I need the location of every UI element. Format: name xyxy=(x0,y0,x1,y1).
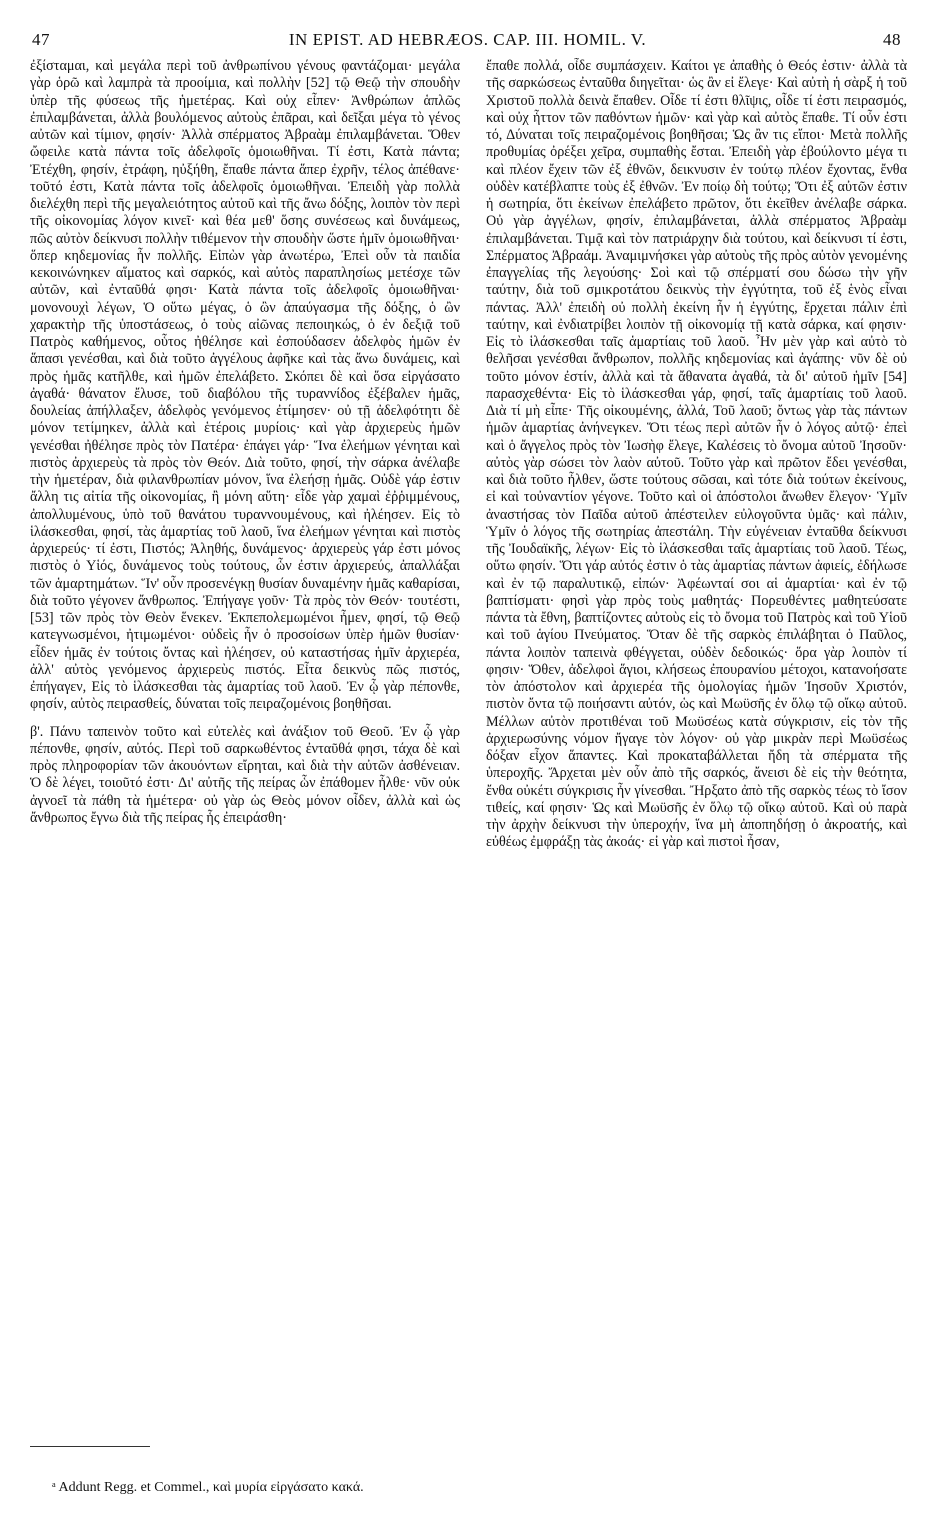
left-column xyxy=(30,58,460,1468)
page-number-left: 47 xyxy=(32,30,50,49)
left-paragraph-1: ἐξίσταμαι, καὶ μεγάλα περὶ τοῦ ἀνθρωπίνου γένους φαντάζομαι· μεγάλα γὰρ ὁρῶ καὶ λαμπρὰ τὰ προοίμια, καὶ πολλὴν [52] τῷ Θεῷ τὴν σπουδὴν ὑπὲρ τῆς φύσεως τῆς ἡμετέρας. Καὶ οὐχ εἶπεν· Ἀνθρώπων ἁπλῶς ἐπιλαμβάνεται, ἀλλὰ βουλόμενος αὐτοὺς ἐπᾶραι, καὶ δεῖξαι μέγα τὸ γένος αὐτῶν καὶ τίμιον, φησίν· Ἀλλὰ σπέρματος Ἀβραὰμ ἐπιλαμβάνεται. Ὅθεν ὤφειλε κατὰ πάντα τοῖς ἀδελφοῖς ὁμοιωθῆναι. Τί ἐστι, Κατὰ πάντα; Ἐτέχθη, φησίν, ἐτράφη, ηὐξήθη, ἔπαθε πάντα ἅπερ ἐχρῆν, τέλος ἀπέθανε· τοῦτό ἐστι, Κατὰ πάντα τοῖς ἀδελφοῖς ὁμοιωθῆναι. Ἐπειδὴ γὰρ πολλὰ διελέχθη περὶ τῆς μεγαλειότητος αὐτοῦ καὶ τῆς ἄνω δόξης, λοιπὸν τὸν περὶ τῆς οἰκονομίας λόγον κινεῖ· καὶ θέα μεθ' ὅσης συνέσεως καὶ δυνάμεως, πῶς αὐτὸν δείκνυσι πολλὴν τιθέμενον τὴν σπουδὴν ὥστε ἡμῖν ὁμοιωθῆναι· ὅπερ κηδεμονίας ἦν πολλῆς. Εἰπὼν γὰρ ἀνωτέρω, Ἐπεὶ οὖν τὰ παιδία κεκοινώνηκεν αἵματος καὶ σαρκός, καὶ αὐτὸς παραπλησίως μετέσχε τῶν αὐτῶν, καὶ ἐνταῦθά φησι· Κατὰ πάντα τοῖς ἀδελφοῖς ὁμοιωθῆναι· μονονουχὶ λέγων, Ὁ οὕτω μέγας, ὁ ὢν ἀπαύγασμα τῆς δόξης, ὁ ὢν χαρακτὴρ τῆς ὑποστάσεως, ὁ τοὺς αἰῶνας πεποιηκώς, ὁ ἐν δεξιᾷ τοῦ Πατρὸς καθήμενος, οὗτος ἠθέλησε καὶ ἐσπούδασεν ἀδελφὸς ἡμῶν ἐν ἅπασι γενέσθαι, καὶ διὰ τοῦτο ἀγγέλους ἀφῆκε καὶ τὰς ἄνω δυνάμεις, καὶ πρὸς ἡμᾶς κατῆλθε, καὶ ἡμῶν ἐπελάβετο. Σκόπει δὲ καὶ ὅσα εἰργάσατο ἀγαθά· θάνατον ἔλυσε, τοῦ διαβόλου τῆς τυραννίδος ἐξέβαλεν ἡμᾶς, δουλείας ἀπήλλαξεν, ἀδελφὸς γενόμενος ἐτίμησεν· οὐ τῇ ἀδελφότητι δὲ μόνον τετίμηκεν, ἀλλὰ καὶ ἑτέροις μυρίοις· καὶ γὰρ ἀρχιερεὺς ἡμῶν γενέσθαι ἠθέλησε πρὸς τὸν Πατέρα· ἐπάγει γάρ· Ἵνα ἐλεήμων γένηται καὶ πιστὸς ἀρχιερεὺς τὰ πρὸς τὸν Θεόν. Διὰ τοῦτο, φησί, τὴν σάρκα ἀνέλαβε τὴν ἡμετέραν, διὰ φιλανθρωπίαν μόνον, ἵνα ἐλεήσῃ ἡμᾶς. Οὐδὲ γάρ ἐστιν ἄλλη τις αἰτία τῆς οἰκονομίας, ἢ μόνη αὕτη· εἶδε γὰρ χαμαὶ ἐῤῥιμμένους, ἀπολλυμένους, ὑπὸ τοῦ θανάτου τυραννουμένους, καὶ ἠλέησεν. Εἰς τὸ ἱλάσκεσθαι, φησί, τὰς ἁμαρτίας τοῦ λαοῦ, ἵνα ἐλεήμων γένηται καὶ πιστὸς ἀρχιερεύς· τί ἐστι, Πιστός; Ἀληθής, δυνάμενος· ἀρχιερεὺς γάρ ἐστι μόνος πιστὸς ὁ Υἱός, δυνάμενος τοὺς τούτους, ὧν ἐστιν ἀρχιερεύς, ἀπαλλάξαι τῶν ἁμαρτημάτων. Ἵν' οὖν προσενέγκῃ θυσίαν δυναμένην ἡμᾶς καθαρίσαι, διὰ τοῦτο γέγονεν ἄνθρωπος. Ἐπήγαγε γοῦν· Τὰ πρὸς τὸν Θεόν· τουτέστι, [53] τῶν πρὸς τὸν Θεὸν ἕνεκεν. Ἐκπεπολεμωμένοι ἦμεν, φησί, τῷ Θεῷ κατεγνωσμένοι, ἠτιμωμένοι· οὐδεὶς ἦν ὁ προσοίσων ὑπὲρ ἡμῶν θυσίαν· εἶδεν ἡμᾶς ἐν τούτοις ὄντας καὶ ἠλέησεν, οὐ καταστήσας ἡμῖν ἀρχιερέα, ἀλλ' αὐτὸς γενόμενος ἀρχιερεὺς πιστός. Εἶτα δεικνὺς πῶς πιστός, ἐπήγαγεν, Εἰς τὸ ἱλάσκεσθαι τὰς ἁμαρτίας τοῦ λαοῦ. Ἐν ᾧ γὰρ πέπονθε, φησίν, αὐτὸς πειρασθείς, δύναται τοῖς πειραζομένοις βοηθῆσαι. xyxy=(30,58,460,713)
left-paragraph-2: β'. Πάνυ ταπεινὸν τοῦτο καὶ εὐτελὲς καὶ ἀνάξιον τοῦ Θεοῦ. Ἐν ᾧ γὰρ πέπονθε, φησίν, αὐτός. Περὶ τοῦ σαρκωθέντος ἐνταῦθά φησι, τάχα δὲ καὶ πρὸς πληροφορίαν τῶν ἀκουόντων εἴρηται, καὶ διὰ τὴν αὐτῶν ἀσθένειαν. Ὁ δὲ λέγει, τοιοῦτό ἐστι· Δι' αὐτῆς τῆς πείρας ὧν ἐπάθομεν ἦλθε· νῦν οὐκ ἀγνοεῖ τὰ πάθη τὰ ἡμέτερα· οὐ γὰρ ὡς Θεὸς μόνον οἶδεν, ἀλλὰ καὶ ὡς ἄνθρωπος ἔγνω διὰ τῆς πείρας ἧς ἐπειράσθη· xyxy=(30,723,460,826)
right-paragraph-1: ἔπαθε πολλά, οἶδε συμπάσχειν. Καίτοι γε ἀπαθὴς ὁ Θεός ἐστιν· ἀλλὰ τὰ τῆς σαρκώσεως ἐνταῦθα διηγεῖται· ὡς ἂν εἰ ἔλεγε· Καὶ αὐτὴ ἡ σὰρξ ἡ τοῦ Χριστοῦ πολλὰ δεινὰ ἔπαθεν. Οἶδε τί ἐστι θλῖψις, οἶδε τί ἐστι πειρασμός, καὶ οὐχ ἧττον τῶν παθόντων ἡμῶν· καὶ γὰρ καὶ αὐτὸς ἔπαθε. Τί οὖν ἐστι τό, Δύναται τοῖς πειραζομένοις βοηθῆσαι; Ὡς ἂν τις εἴποι· Μετὰ πολλῆς προθυμίας ὀρέξει χεῖρα, συμπαθὴς ἔσται. Ἐπειδὴ γὰρ ἐβούλοντο μέγα τι καὶ πλέον ἔχειν τῶν ἐξ ἐθνῶν, δεικνυσιν ἐν τούτῳ πλέον ἔχοντας, ἔνθα οὐδὲν κατέβλαπτε τοὺς ἐξ ἐθνῶν. Ἐν ποίῳ δὴ τούτῳ; Ὅτι ἐξ αὐτῶν ἐστιν ἡ σωτηρία, ὅτι ἐκείνων ἐπελάβετο πρῶτον, ὅτι ἐκεῖθεν ἀνέλαβε σάρκα. Οὐ γὰρ ἀγγέλων, φησίν, ἐπιλαμβάνεται, ἀλλὰ σπέρματος Ἀβραὰμ ἐπιλαμβάνεται. Τιμᾷ καὶ τὸν πατριάρχην διὰ τούτου, καὶ δείκνυσι τί ἐστι, Σπέρματος Ἀβραάμ. Ἀναμιμνήσκει γὰρ αὐτοὺς τῆς πρὸς αὐτὸν γενομένης ἐπαγγελίας τῆς λεγούσης· Σοὶ καὶ τῷ σπέρματί σου δώσω τὴν γῆν ταύτην, διὰ τοῦ σμικροτάτου δεικνὺς τὴν ἐγγύτητα, τοῦ ἐξ ἑνὸς εἶναι πάντας. Ἀλλ' ἐπειδὴ οὐ πολλὴ ἐκείνη ἦν ἡ ἐγγύτης, ἔρχεται πάλιν ἐπὶ ταύτην, καὶ ἐνδιατρίβει λοιπὸν τῇ οἰκονομίᾳ τῇ κατὰ σάρκα, καί φησιν· Εἰς τὸ ἱλάσκεσθαι ταῖς ἁμαρτίαις τοῦ λαοῦ. Ἦν μὲν γὰρ καὶ αὐτὸ τὸ θελῆσαι γενέσθαι ἄνθρωπον, πολλῆς κηδεμονίας καὶ ἀγάπης· νῦν δὲ οὐ τοῦτο μόνον ἐστίν, ἀλλὰ καὶ τὰ ἄθανατα ἀγαθά, τὰ δι' αὐτοῦ ἡμῖν [54] παρασχεθέντα· Εἰς τὸ ἱλάσκεσθαι γάρ, φησί, ταῖς ἁμαρτίαις τοῦ λαοῦ. Διὰ τί μὴ εἶπε· Τῆς οἰκουμένης, ἀλλά, Τοῦ λαοῦ; ὄντως γὰρ τὰς πάντων ἡμῶν ἁμαρτίας ἀνήνεγκεν. Ὅτι τέως περὶ αὐτῶν ἦν ὁ λόγος αὐτῷ· ἐπεὶ καὶ ὁ ἄγγελος πρὸς τὸν Ἰωσὴφ ἔλεγε, Καλέσεις τὸ ὄνομα αὐτοῦ Ἰησοῦν· αὐτὸς γὰρ σώσει τὸν λαὸν αὐτοῦ. Τοῦτο γὰρ καὶ πρῶτον ἔδει γενέσθαι, καὶ διὰ τοῦτο ἦλθεν, ὥστε τούτους σῶσαι, καὶ τότε διὰ τούτων ἐκείνους, εἰ καὶ τοὐναντίον γέγονε. Τοῦτο καὶ οἱ ἀπόστολοι ἄνωθεν ἔλεγον· Ὑμῖν ἀναστήσας τὸν Παῖδα αὐτοῦ ἀπέστειλεν εὐλογοῦντα ὑμᾶς· καὶ πάλιν, Ὑμῖν ὁ λόγος τῆς σωτηρίας ἀπεστάλη. Τὴν εὐγένειαν ἐνταῦθα δείκνυσι τῆς Ἰουδαϊκῆς, λέγων· Εἰς τὸ ἱλάσκεσθαι ταῖς ἁμαρτίαις τοῦ λαοῦ. Τέως, οὕτω φησίν. Ὅτι γάρ αὐτός ἐστιν ὁ τὰς ἁμαρτίας πάντων ἀφιείς, ἐδήλωσε καὶ ἐν τῷ παραλυτικῷ, εἰπών· Ἀφέωνταί σοι αἱ ἁμαρτίαι· καὶ ἐν τῷ βαπτίσματι· φησὶ γὰρ πρὸς τοὺς μαθητάς· Πορευθέντες μαθητεύσατε πάντα τὰ ἔθνη, βαπτίζοντες αὐτοὺς εἰς τὸ ὄνομα τοῦ Πατρὸς καὶ τοῦ Υἱοῦ καὶ τοῦ ἁγίου Πνεύματος. Ὅταν δὲ τῆς σαρκὸς ἐπιλάβηται ὁ Παῦλος, πάντα λοιπὸν ταπεινὰ φθέγγεται, οὐδὲν δεδοικώς· ὅρα γὰρ λοιπὸν τί φησιν· Ὅθεν, ἀδελφοὶ ἅγιοι, κλήσεως ἐπουρανίου μέτοχοι, κατανοήσατε τὸν ἀπόστολον καὶ ἀρχιερέα τῆς ὁμολογίας ἡμῶν Ἰησοῦν Χριστόν, πιστὸν ὄντα τῷ ποιήσαντι αὐτόν, ὡς καὶ Μωϋσῆς ἐν ὅλῳ τῷ οἴκῳ αὐτοῦ. Μέλλων αὐτὸν προτιθέναι τοῦ Μωϋσέως κατὰ σύγκρισιν, εἰς τὸν τῆς ἀρχιερωσύνης νόμον ἤγαγε τὸν λόγον· οὐ γὰρ μικρὰν περὶ Μωϋσέως δόξαν εἶχον ἅπαντες. Καὶ προκαταβάλλεται ἤδη τὰ σπέρματα τῆς ὑπεροχῆς. Ἄρχεται μὲν οὖν ἀπὸ τῆς σαρκός, ἄνεισι δὲ εἰς τὴν θεότητα, ἔνθα οὐκέτι σύγκρισις ἦν γίνεσθαι. Ἤρξατο ἀπὸ τῆς σαρκὸς τέως τὸ ἴσον τιθείς, καί φησιν· Ὡς καὶ Μωϋσῆς ἐν ὅλῳ τῷ οἴκῳ αὐτοῦ. Καὶ οὐ παρὰ τὴν ἀρχὴν δείκνυσι τὴν ὑπεροχήν, ἵνα μὴ ἀποπηδήσῃ ὁ ἀκροατής, καὶ εὐθέως ἐμφράξῃ τὰς ἀκοάς· εἰ γὰρ καὶ πιστοὶ ἦσαν, xyxy=(486,58,907,851)
footnote: ᵃ Addunt Regg. et Commel., καὶ μυρία εἰργάσατο κακά. xyxy=(52,1480,364,1495)
footnote-rule xyxy=(30,1446,150,1447)
running-title: IN EPIST. AD HEBRÆOS. CAP. III. HOMIL. V. xyxy=(288,30,647,49)
page-number-right: 48 xyxy=(883,30,901,49)
running-header xyxy=(28,30,907,56)
right-column xyxy=(486,58,907,1488)
